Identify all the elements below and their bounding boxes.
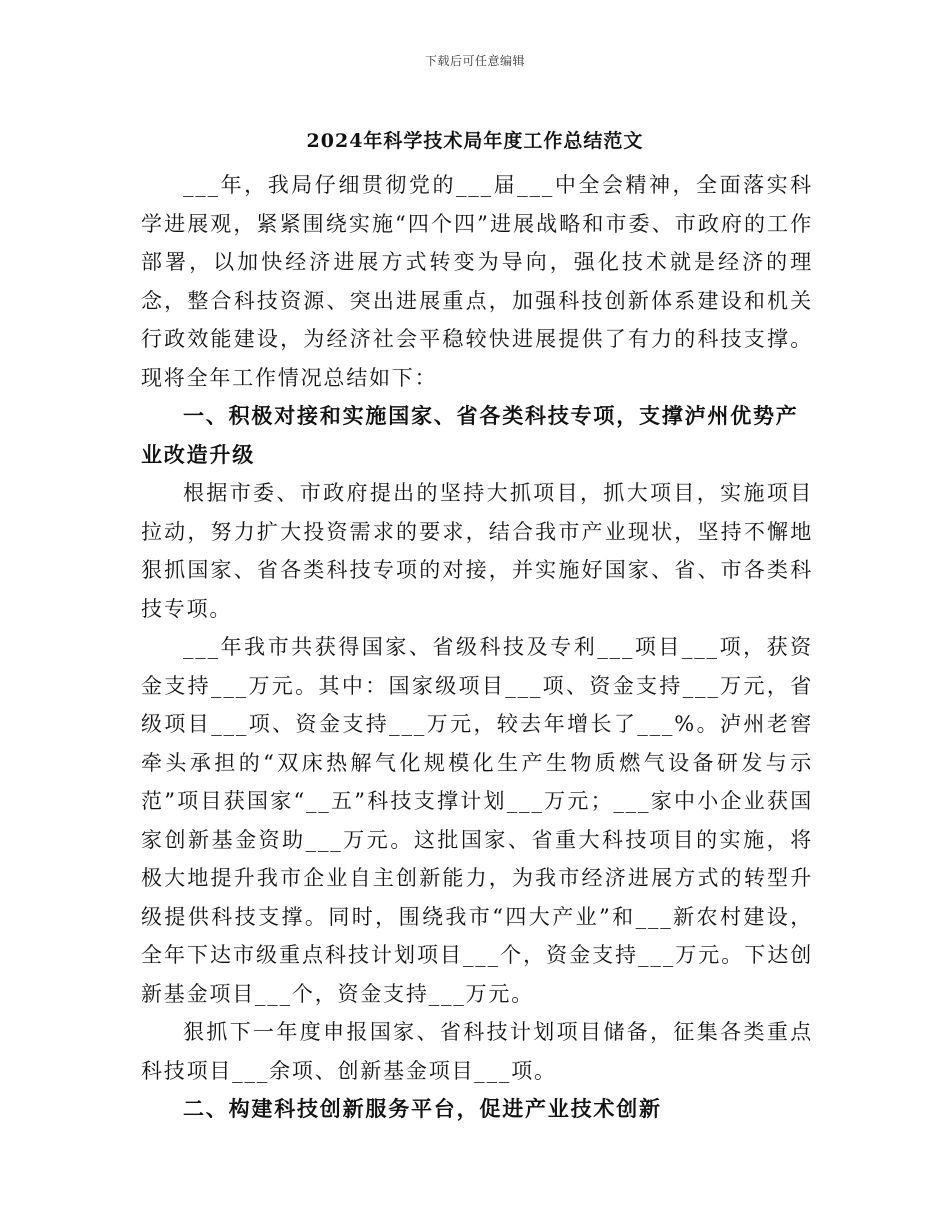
paragraph-section1-b: ___年我市共获得国家、省级科技及专利___项目___项，获资金支持___万元。其中：国家级项目___项、资金支持___万元，省级项目___项、资金支持___万元，较去年增长了___%。泸州老窖牵头承担的“双床热解气化规模化生产生物质燃气设备研发与示范”项目获国家“__五”科技支撑计划___万元；___家中小企业获国家创新基金资助___万元。这批国家、省重大科技项目的实施，将极大地提升我市企业自主创新能力，为我市经济进展方式的转型升级提供科技支撑。同时，围绕我市“四大产业”和___新农村建设，全年下达市级重点科技计划项目___个，资金支持___万元。下达创新基金项目___个，资金支持___万元。: [141, 635, 813, 1006]
paragraph-section1-c: 狠抓下一年度申报国家、省科技计划项目储备，征集各类重点科技项目___余项、创新基金项目___项。: [141, 1020, 813, 1083]
document-title: 2024年科学技术局年度工作总结范文: [306, 130, 644, 152]
section-heading-1: 一、积极对接和实施国家、省各类科技专项，支撑泸州优势产业改造升级: [141, 403, 799, 467]
header-note: 下载后可任意编辑: [424, 54, 525, 68]
section-heading-2: 二、构建科技创新服务平台，促进产业技术创新: [183, 1096, 662, 1121]
document-body: [141, 166, 813, 1129]
paragraph-section1-a: 根据市委、市政府提出的坚持大抓项目，抓大项目，实施项目拉动，努力扩大投资需求的要求，结合我市产业现状，坚持不懈地狠抓国家、省各类科技专项的对接，并实施好国家、省、市各类科技专项。: [141, 481, 813, 621]
paragraph-intro: ___年，我局仔细贯彻党的___届___中全会精神，全面落实科学进展观，紧紧围绕实施“四个四”进展战略和市委、市政府的工作部署，以加快经济进展方式转变为导向，强化技术就是经济的理念，整合科技资源、突出进展重点，加强科技创新体系建设和机关行政效能建设，为经济社会平稳较快进展提供了有力的科技支撑。现将全年工作情况总结如下：: [141, 173, 813, 390]
